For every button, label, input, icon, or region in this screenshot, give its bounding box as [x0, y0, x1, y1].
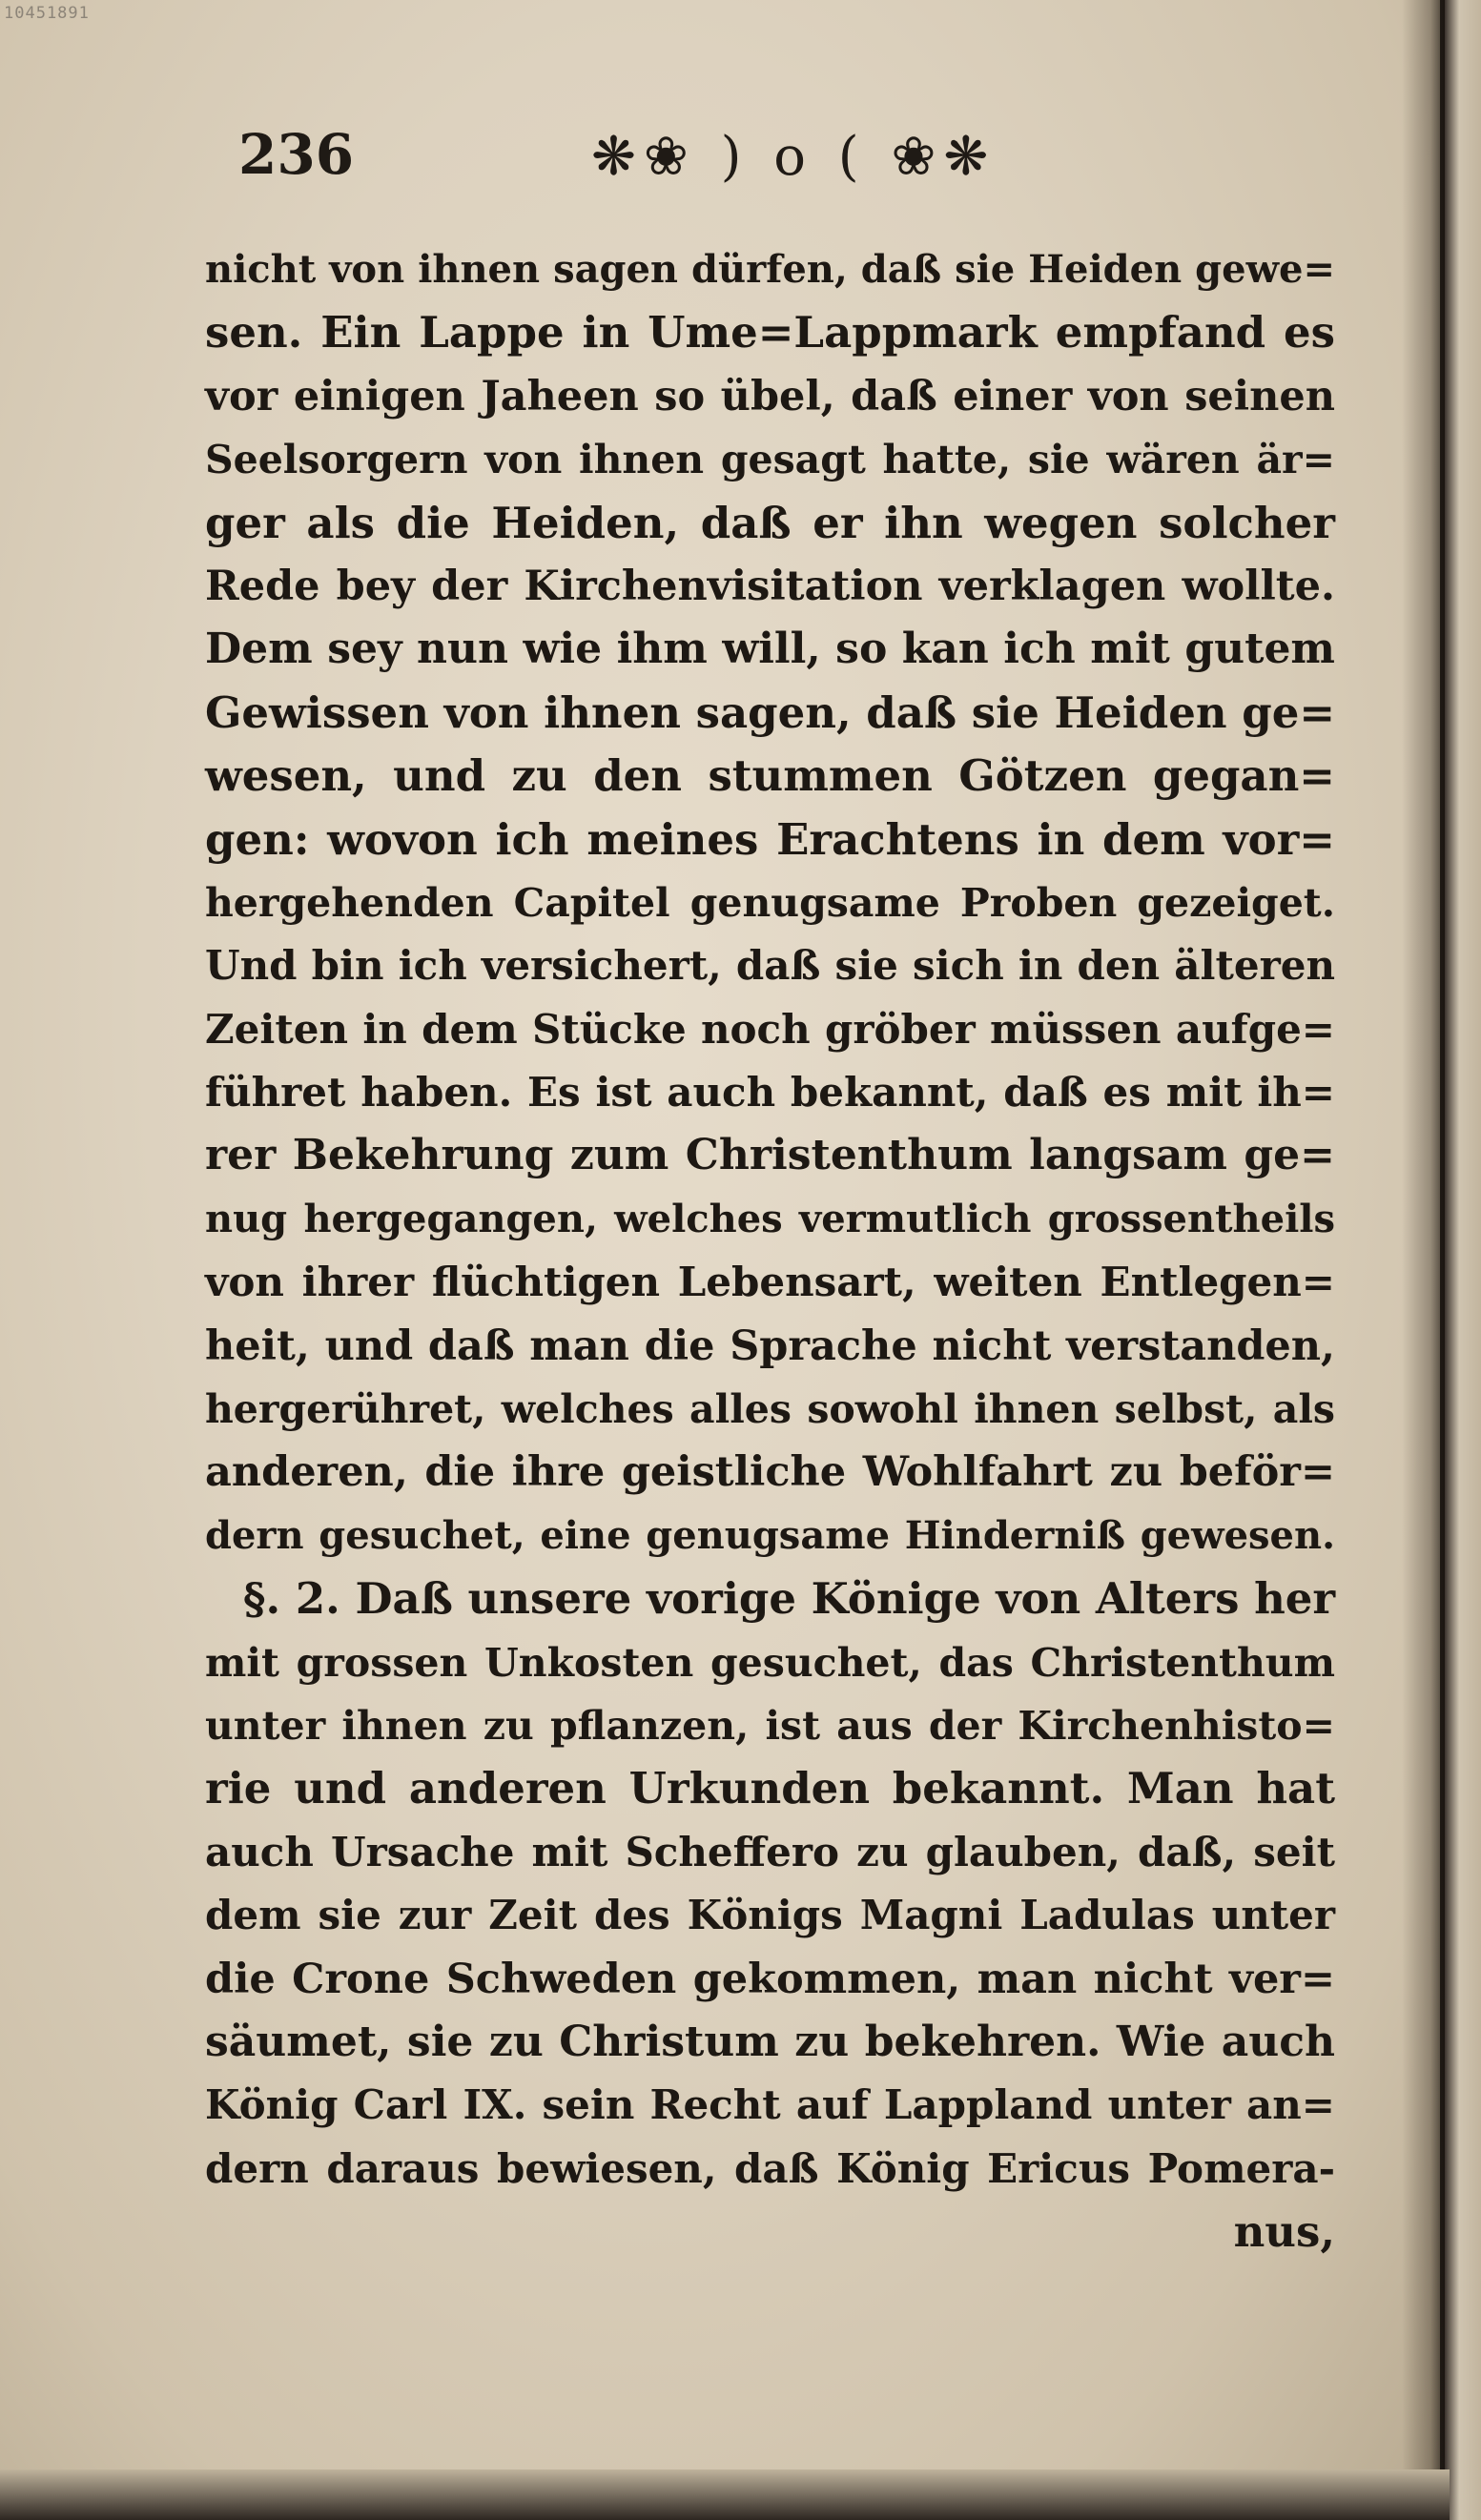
text-line: von ihrer flüchtigen Lebensart, weiten Entlegen= [205, 1259, 1335, 1306]
page-header [238, 122, 1316, 198]
text-line: ger als die Heiden, daß er ihn wegen solcher [205, 497, 1335, 548]
catchword: nus, [1233, 2206, 1335, 2258]
text-line: heit, und daß man die Sprache nicht verstanden, [205, 1321, 1335, 1370]
scan-stamp: 10451891 [4, 4, 90, 23]
text-line: mit grossen Unkosten gesuchet, das Christenthum [205, 1639, 1335, 1686]
text-line: dem sie zur Zeit des Königs Magni Ladulas unter [205, 1892, 1335, 1939]
text-line: dern daraus bewiesen, daß König Ericus Pomera- [205, 2144, 1335, 2192]
text-line: nicht von ihnen sagen dürfen, daß sie Heiden gewe= [205, 247, 1335, 292]
text-line: Zeiten in dem Stücke noch gröber müssen aufge= [205, 1005, 1335, 1053]
text-line: Rede bey der Kirchenvisitation verklagen wollte. [205, 562, 1335, 610]
page-number: 236 [238, 122, 355, 187]
text-line: Seelsorgern von ihnen gesagt hatte, sie wären är= [205, 437, 1335, 483]
text-line: gen: wovon ich meines Erachtens in dem vor= [205, 813, 1335, 865]
header-ornament: ❋❀ ) o ( ❀❋ [591, 126, 997, 188]
text-line: wesen, und zu den stummen Götzen gegan= [205, 750, 1335, 802]
text-line: säumet, sie zu Christum zu bekehren. Wie auch [205, 2017, 1335, 2066]
body-text [205, 238, 1335, 2264]
text-line: nug hergegangen, welches vermutlich grossentheils [205, 1196, 1335, 1241]
page-bottom-edge [0, 2469, 1450, 2520]
text-line: rer Bekehrung zum Christenthum langsam ge= [205, 1131, 1335, 1180]
gutter-shadow [1402, 0, 1450, 2520]
text-line: auch Ursache mit Scheffero zu glauben, daß, seit [205, 1828, 1335, 1875]
section-start-line: §. 2. Daß unsere vorige Könige von Alters her [243, 1573, 1336, 1625]
text-line: die Crone Schweden gekommen, man nicht ver= [205, 1955, 1335, 2003]
text-line: Und bin ich versichert, daß sie sich in den älteren [205, 942, 1335, 990]
text-line: anderen, die ihre geistliche Wohlfahrt zu beför= [205, 1448, 1335, 1497]
text-line: führet haben. Es ist auch bekannt, daß es mit ih= [205, 1069, 1335, 1117]
text-line: hergehenden Capitel genugsame Proben gezeiget. [205, 879, 1335, 926]
text-line: vor einigen Jaheen so übel, daß einer von seinen [205, 372, 1335, 420]
text-line: Dem sey nun wie ihm will, so kan ich mit gutem [205, 625, 1335, 674]
text-line: rie und anderen Urkunden bekannt. Man hat [205, 1763, 1335, 1814]
text-line: Gewissen von ihnen sagen, daß sie Heiden ge= [205, 686, 1336, 738]
text-line: hergerühret, welches alles sowohl ihnen selbst, als [205, 1386, 1335, 1433]
text-line: dern gesuchet, eine genugsame Hinderniß gewesen. [205, 1512, 1335, 1558]
text-line: unter ihnen zu pflanzen, ist aus der Kirchenhisto= [205, 1702, 1335, 1749]
text-line: sen. Ein Lappe in Ume=Lappmark empfand es [205, 307, 1335, 359]
adjacent-page-edge [1445, 0, 1481, 2520]
text-line: König Carl IX. sein Recht auf Lappland unter an= [205, 2081, 1335, 2129]
